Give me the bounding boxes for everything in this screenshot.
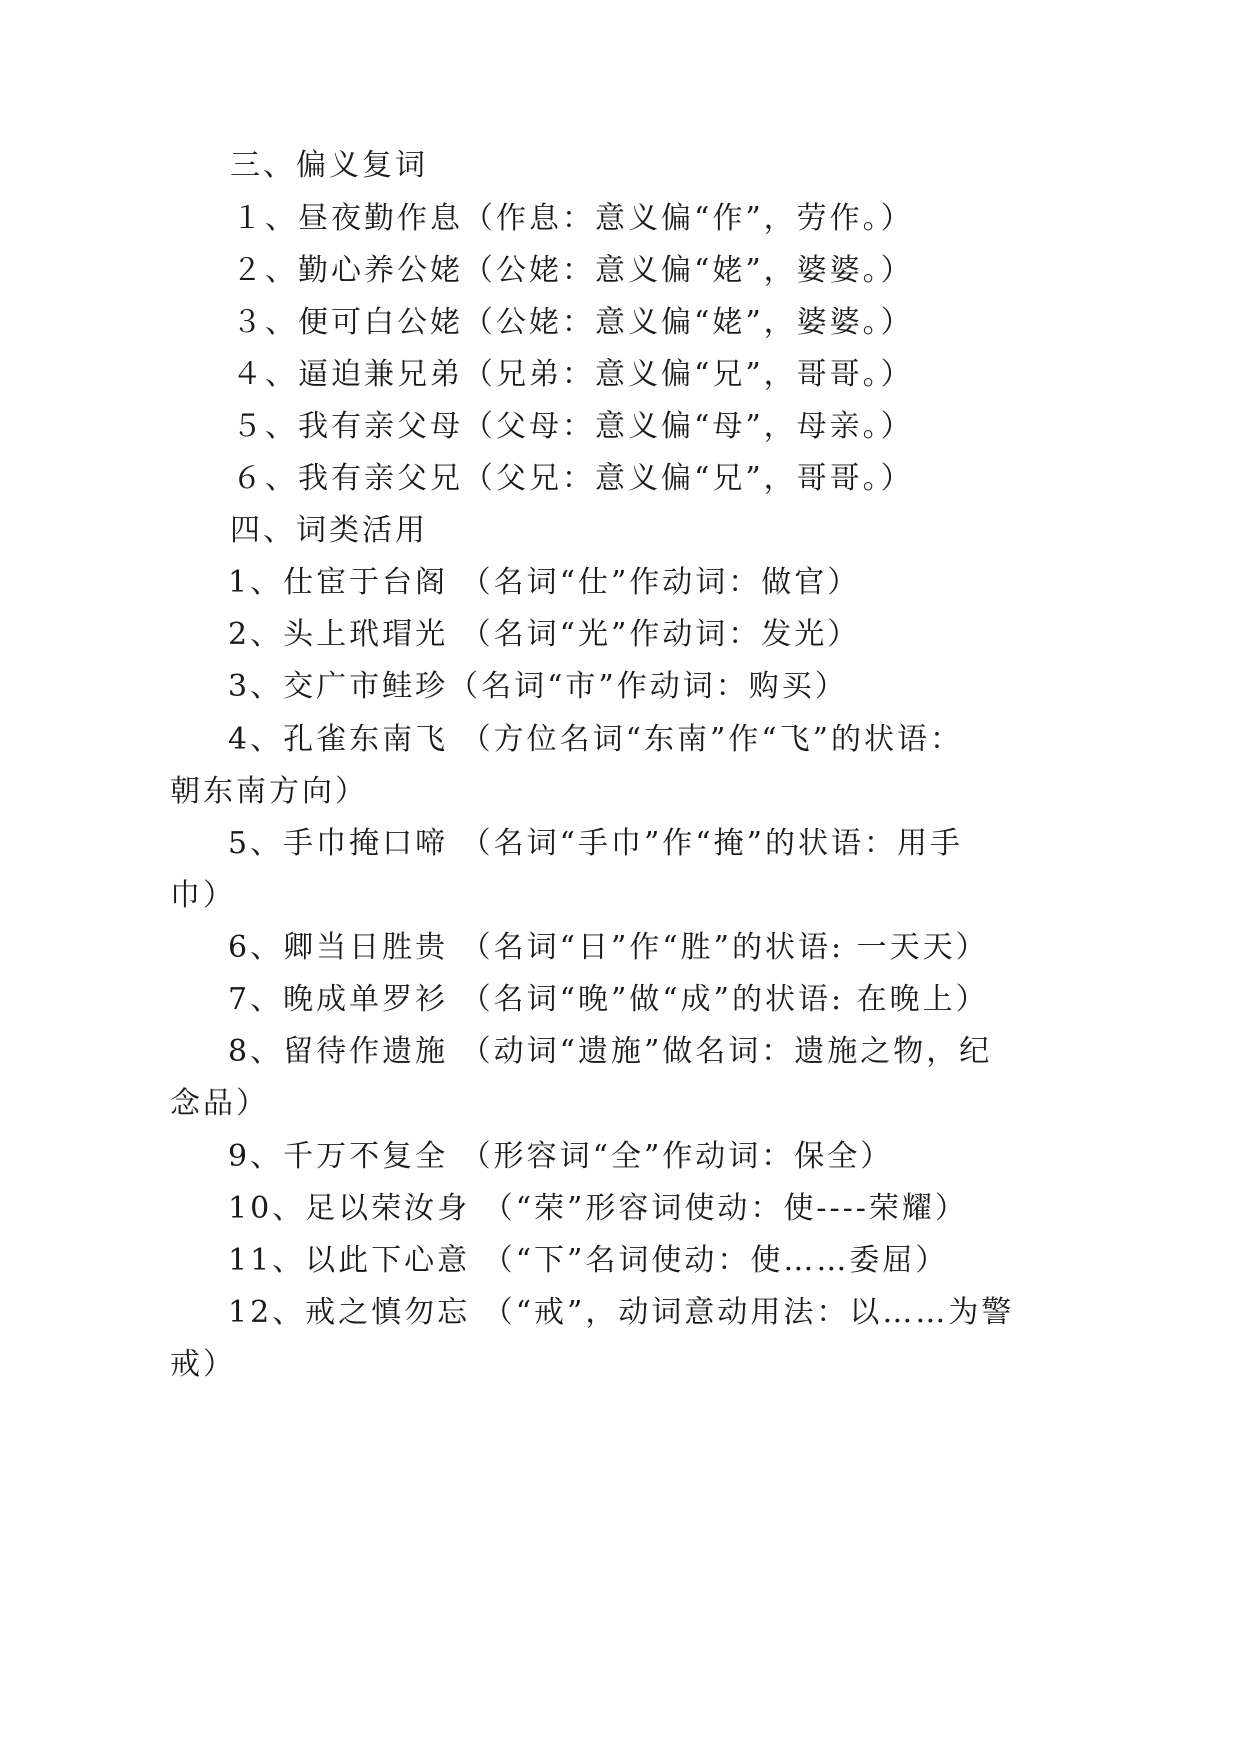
list-item: ６、我有亲父兄（父兄：意义偏“兄”，哥哥。） (232, 461, 914, 496)
list-item: ２、勤心养公姥（公姥：意义偏“姥”，婆婆。） (232, 253, 914, 288)
list-item: ４、逼迫兼兄弟（兄弟：意义偏“兄”，哥哥。） (232, 357, 914, 392)
list-item: 6、卿当日胜贵 （名词“日”作“胜”的状语: 一天天） (228, 930, 989, 965)
list-item: 10、足以荣汝身 （“荣”形容词使动：使----荣耀） (228, 1191, 968, 1226)
list-item-continuation: 巾） (170, 878, 236, 913)
list-item-continuation: 朝东南方向） (170, 774, 368, 809)
list-item: １、昼夜勤作息（作息：意义偏“作”，劳作。） (232, 201, 914, 236)
list-item: ５、我有亲父母（父母：意义偏“母”，母亲。） (232, 409, 914, 444)
list-item-continuation: 戒） (170, 1347, 236, 1382)
list-item-continuation: 念品） (170, 1086, 269, 1121)
list-item: ３、便可白公姥（公姥：意义偏“姥”，婆婆。） (232, 305, 914, 340)
list-item: 2、头上玳瑁光 （名词“光”作动词：发光） (228, 617, 861, 652)
list-item: 5、手巾掩口啼 （名词“手巾”作“掩”的状语：用手 (228, 826, 963, 861)
list-item: 11、以此下心意 （“下”名词使动：使……委屈） (228, 1243, 949, 1278)
list-item: 12、戒之慎勿忘 （“戒”，动词意动用法：以……为警 (228, 1295, 1015, 1330)
list-item: 4、孔雀东南飞 （方位名词“东南”作“飞”的状语： (228, 722, 963, 757)
list-item: 7、晚成单罗衫 （名词“晚”做“成”的状语: 在晚上） (228, 982, 989, 1017)
list-item: 1、仕宦于台阁 （名词“仕”作动词：做官） (228, 565, 861, 600)
list-item: 9、千万不复全 （形容词“全”作动词：保全） (228, 1139, 894, 1174)
list-item: 3、交广市鲑珍（名词“市”作动词：购买） (228, 669, 848, 704)
section-heading-pianyi: 三、偏义复词 (230, 148, 428, 183)
list-item: 8、留待作遗施 （动词“遗施”做名词：遗施之物，纪 (228, 1034, 993, 1069)
section-heading-cilei: 四、词类活用 (230, 513, 428, 548)
